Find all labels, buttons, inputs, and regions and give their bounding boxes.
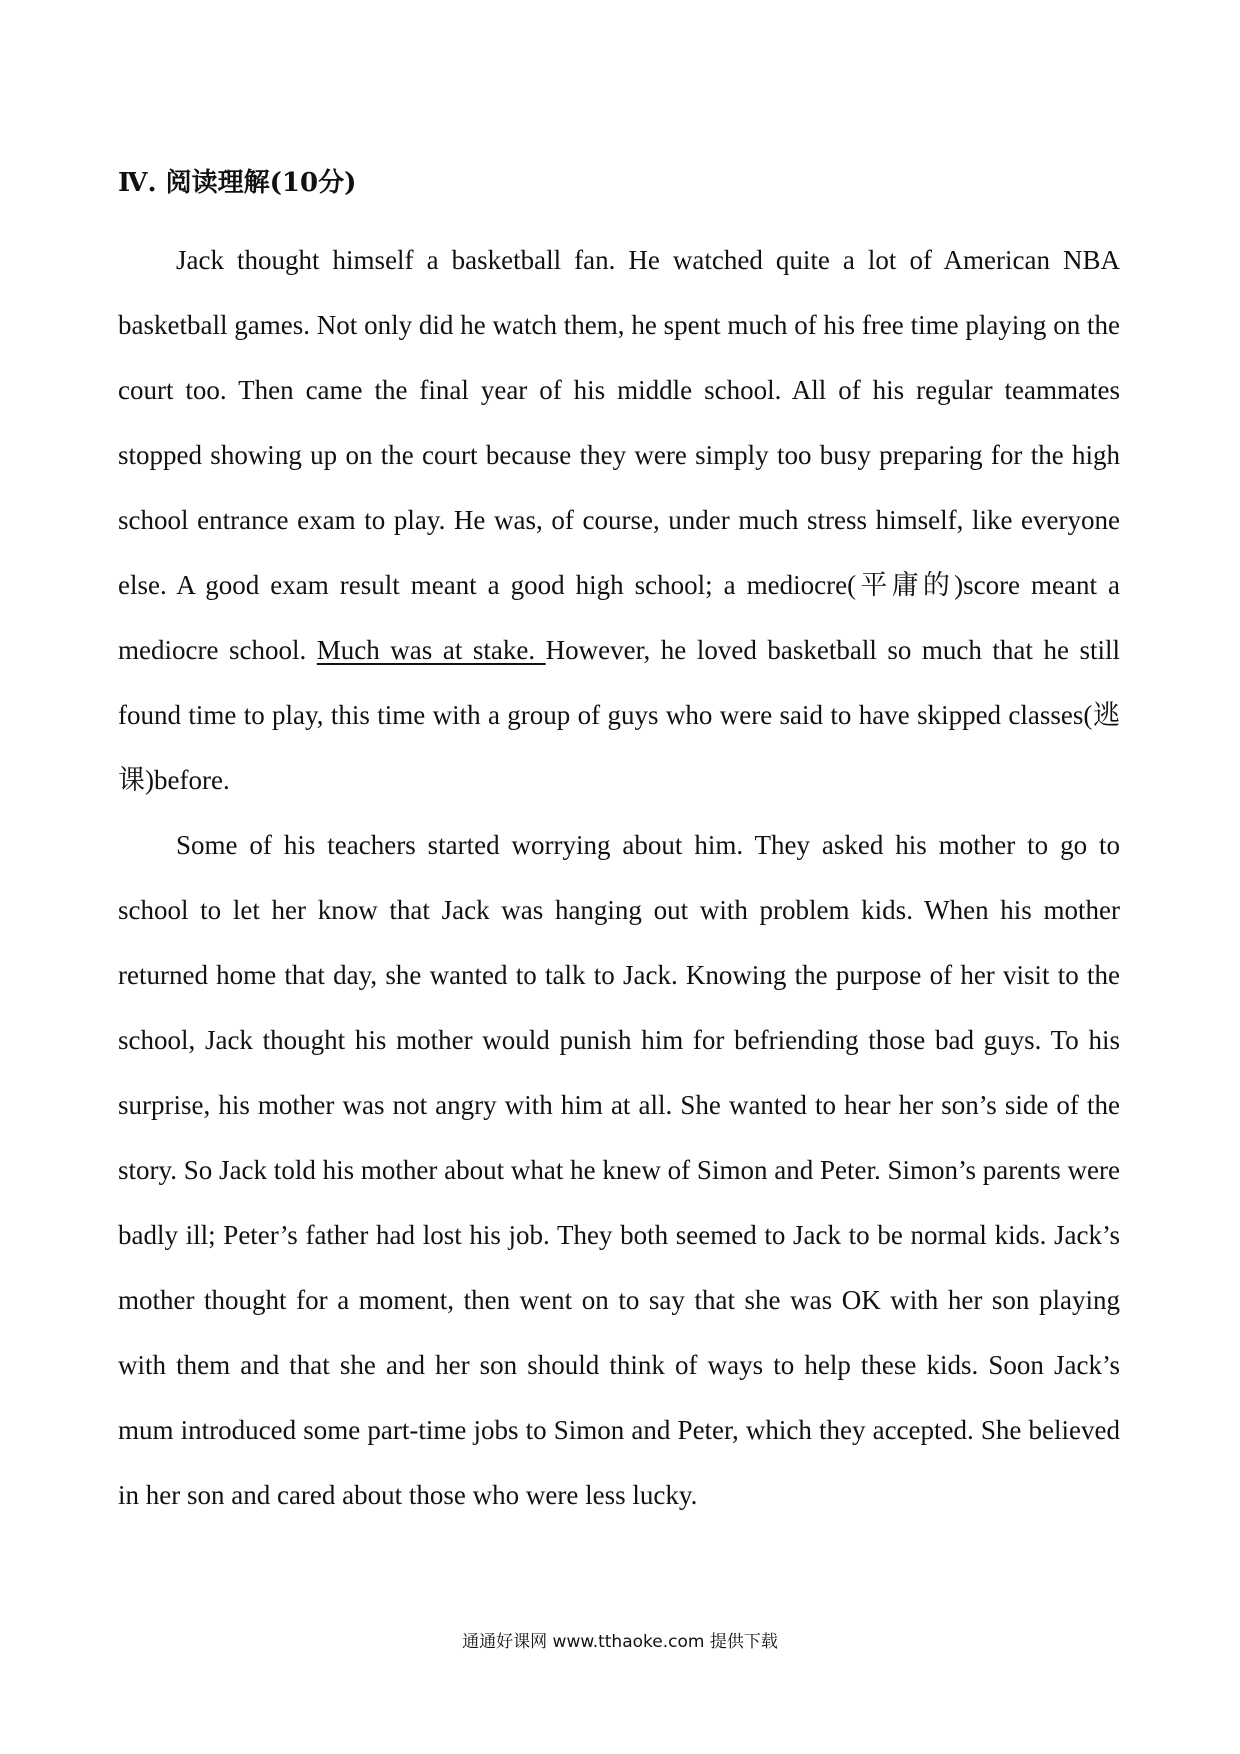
passage-paragraph-2: Some of his teachers started worrying about him. They asked his mother to go to school to let her know that Jack was hanging out with problem kids. When his mother returned home that day, she wanted to talk to Jack. Knowing the purpose of her visit to the school, Jack thought his mother would punish him for befriending those bad guys. To his surprise, his mother was not angry with him at all. She wanted to hear her son’s side of the story. So Jack told his mother about what he knew of Simon and Peter. Simon’s parents were badly ill; Peter’s father had lost his job. They both seemed to Jack to be normal kids. Jack’s mother thought for a moment, then went on to say that she was OK with her son playing with them and that she and her son should think of ways to help these kids. Soon Jack’s mum introduced some part-time jobs to Simon and Peter, which they accepted. She believed in her son and cared about those who were less lucky. (118, 830, 1120, 1510)
paragraph-1-text-start: Jack thought himself a basketball fan. He watched quite a lot of American NBA basketball games. Not only did he watch them, he spent much of his free time playing on the court too. Then came the final year of his middle school. All of his regular teammates stopped showing up on the court because they were simply too busy preparing for the high school entrance exam to play. He was, of course, under much stress himself, like everyone else. A good exam result meant a good high school; a mediocre(平庸的)score meant a mediocre school. (118, 245, 1120, 665)
reading-passage (118, 228, 1120, 1528)
underlined-phrase: Much was at stake. (316, 635, 546, 665)
section-heading: Ⅳ. 阅读理解(10分) (118, 168, 357, 198)
paragraph-1-text-end: However, he loved basketball so much that he still found time to play, this time with a group of guys who were said to have skipped classes(逃课)before. (118, 635, 1120, 795)
footer-source-note: 通通好课网 www.tthaoke.com 提供下载 (462, 1632, 778, 1652)
passage-paragraph-1 (118, 228, 1120, 813)
